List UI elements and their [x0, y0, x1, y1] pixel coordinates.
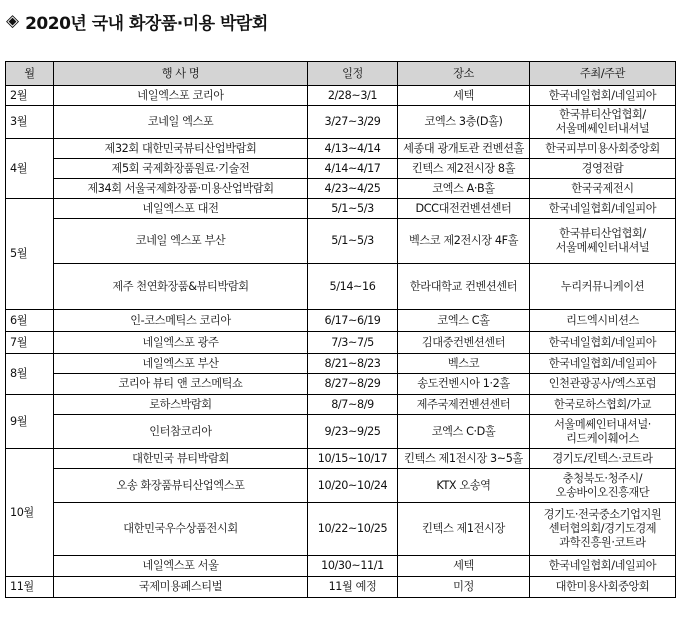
host-line: 한국네일협회/네일피아	[548, 201, 657, 215]
venue-cell: 한라대학교 컨벤션센터	[398, 264, 530, 310]
date-cell: 10/22~10/25	[308, 503, 398, 556]
venue-cell: 코엑스 A·B홀	[398, 179, 530, 199]
host-cell	[530, 469, 676, 503]
host-line: 서울메쎄인터내셔널	[555, 241, 650, 254]
host-line: 한국국제전시	[571, 181, 634, 195]
host-line: 경기도/킨텍스·코트라	[552, 451, 653, 465]
table-row	[6, 264, 676, 310]
event-name-cell: 네일엑스포 서울	[54, 556, 308, 577]
venue-cell: 미정	[398, 577, 530, 598]
date-cell: 10/15~10/17	[308, 449, 398, 469]
table-row	[6, 556, 676, 577]
host-line: 한국로하스협회/가교	[553, 397, 652, 411]
host-line: 한국피부미용사회중앙회	[545, 141, 660, 155]
event-name-cell: 인터참코리아	[54, 415, 308, 449]
month-cell: 3월	[6, 106, 54, 139]
venue-cell: 코엑스 C홀	[398, 310, 530, 332]
venue-cell: 코엑스 3층(D홀)	[398, 106, 530, 139]
host-line: 한국네일협회/네일피아	[548, 335, 657, 349]
date-cell: 10/30~11/1	[308, 556, 398, 577]
date-cell: 11월 예정	[308, 577, 398, 598]
host-line: 누리커뮤니케이션	[560, 279, 645, 293]
header-date: 일정	[308, 62, 398, 86]
host-line: 오송바이오진흥재단	[555, 485, 650, 499]
event-name-cell: 코리아 뷰티 앤 코스메틱쇼	[54, 374, 308, 395]
host-cell	[530, 577, 676, 598]
host-line: 리드케이훼어스	[566, 431, 639, 445]
month-cell: 2월	[6, 86, 54, 106]
venue-cell: 세텍	[398, 86, 530, 106]
venue-cell: KTX 오송역	[398, 469, 530, 503]
page-title	[6, 6, 268, 36]
table-row	[6, 139, 676, 159]
host-cell	[530, 354, 676, 374]
expo-schedule-table	[5, 61, 676, 598]
host-cell	[530, 374, 676, 395]
table-row	[6, 199, 676, 219]
date-cell: 3/27~3/29	[308, 106, 398, 139]
date-cell: 8/21~8/23	[308, 354, 398, 374]
month-cell: 11월	[6, 577, 54, 598]
table-row	[6, 106, 676, 139]
venue-cell: 송도컨벤시아 1·2홀	[398, 374, 530, 395]
host-line: 대한미용사회중앙회	[555, 580, 650, 593]
date-cell: 2/28~3/1	[308, 86, 398, 106]
date-cell: 10/20~10/24	[308, 469, 398, 503]
month-cell: 10월	[6, 449, 54, 577]
host-cell	[530, 139, 676, 159]
event-name-cell: 대한민국 뷰티박람회	[54, 449, 308, 469]
host-cell	[530, 449, 676, 469]
venue-cell: 세종대 광개토관 컨벤션홀	[398, 139, 530, 159]
table-row	[6, 449, 676, 469]
host-cell	[530, 199, 676, 219]
event-name-cell: 네일엑스포 광주	[54, 332, 308, 354]
table-row	[6, 332, 676, 354]
host-line: 한국뷰티산업협회/	[559, 108, 646, 121]
date-cell: 8/7~8/9	[308, 395, 398, 415]
host-line: 서울메쎄인터내셔널·	[554, 417, 651, 431]
host-cell	[530, 415, 676, 449]
host-line: 한국뷰티산업협회/	[559, 227, 646, 240]
table-row	[6, 374, 676, 395]
month-cell: 7월	[6, 332, 54, 354]
table-row	[6, 577, 676, 598]
host-line: 한국네일협회/네일피아	[548, 356, 657, 370]
table-row	[6, 86, 676, 106]
venue-cell: 킨텍스 제1전시장 3~5홀	[398, 449, 530, 469]
event-name-cell: 로하스박람회	[54, 395, 308, 415]
date-cell: 4/13~4/14	[308, 139, 398, 159]
table-row	[6, 415, 676, 449]
host-line: 리드엑시비션스	[566, 313, 639, 327]
event-name-cell: 네일엑스포 코리아	[54, 86, 308, 106]
date-cell: 5/14~16	[308, 264, 398, 310]
event-name-cell: 코네일 엑스포 부산	[54, 219, 308, 264]
host-cell	[530, 86, 676, 106]
event-name-cell: 제32회 대한민국뷰티산업박람회	[54, 139, 308, 159]
table-body	[6, 86, 676, 598]
event-name-cell: 대한민국우수상품전시회	[54, 503, 308, 556]
event-name-cell: 인-코스메틱스 코리아	[54, 310, 308, 332]
venue-cell: 세텍	[398, 556, 530, 577]
venue-cell: 킨텍스 제2전시장 8홀	[398, 159, 530, 179]
host-line: 경기도·전국중소기업지원	[543, 508, 662, 521]
date-cell: 7/3~7/5	[308, 332, 398, 354]
host-cell	[530, 179, 676, 199]
host-cell	[530, 395, 676, 415]
table-row	[6, 395, 676, 415]
header-month: 월	[6, 62, 54, 86]
table-row	[6, 310, 676, 332]
date-cell: 6/17~6/19	[308, 310, 398, 332]
table-row	[6, 179, 676, 199]
host-cell	[530, 219, 676, 264]
venue-cell: DCC대전컨벤션센터	[398, 199, 530, 219]
table-row	[6, 503, 676, 556]
table-header-row	[6, 62, 676, 86]
event-name-cell: 오송 화장품뷰티산업엑스포	[54, 469, 308, 503]
event-name-cell: 제5회 국제화장품원료·기술전	[54, 159, 308, 179]
header-venue: 장소	[398, 62, 530, 86]
page-title-text: 2020년 국내 화장품·미용 박람회	[25, 13, 268, 34]
month-cell: 6월	[6, 310, 54, 332]
host-line: 경영전람	[581, 161, 624, 175]
table-row	[6, 354, 676, 374]
venue-cell: 김대중컨벤션센터	[398, 332, 530, 354]
venue-cell: 킨텍스 제1전시장	[398, 503, 530, 556]
host-line: 인천관광공사/엑스포럼	[548, 377, 657, 390]
host-cell	[530, 310, 676, 332]
event-name-cell: 코네일 엑스포	[54, 106, 308, 139]
venue-cell: 벡스코 제2전시장 4F홀	[398, 219, 530, 264]
host-line: 센터협의회/경기도경제	[548, 522, 657, 535]
month-cell: 4월	[6, 139, 54, 199]
host-line: 충청북도·청주시/	[562, 471, 643, 485]
date-cell: 8/27~8/29	[308, 374, 398, 395]
date-cell: 5/1~5/3	[308, 199, 398, 219]
diamond-bullet-icon: ◈	[6, 11, 20, 31]
host-cell	[530, 264, 676, 310]
event-name-cell: 제주 천연화장품&뷰티박람회	[54, 264, 308, 310]
month-cell: 9월	[6, 395, 54, 449]
header-event-name: 행 사 명	[54, 62, 308, 86]
month-cell: 5월	[6, 199, 54, 310]
event-name-cell: 제34회 서울국제화장품·미용산업박람회	[54, 179, 308, 199]
host-line: 한국네일협회/네일피아	[548, 559, 657, 572]
month-cell: 8월	[6, 354, 54, 395]
header-host: 주최/주관	[530, 62, 676, 86]
venue-cell: 코엑스 C·D홀	[398, 415, 530, 449]
host-cell	[530, 106, 676, 139]
date-cell: 4/14~4/17	[308, 159, 398, 179]
host-cell	[530, 159, 676, 179]
host-line: 서울메쎄인터내셔널	[555, 122, 650, 135]
event-name-cell: 네일엑스포 대전	[54, 199, 308, 219]
table-row	[6, 159, 676, 179]
table-row	[6, 219, 676, 264]
date-cell: 5/1~5/3	[308, 219, 398, 264]
host-line: 과학진흥원·코트라	[559, 536, 646, 549]
date-cell: 9/23~9/25	[308, 415, 398, 449]
venue-cell: 벡스코	[398, 354, 530, 374]
host-cell	[530, 332, 676, 354]
host-line: 한국네일협회/네일피아	[548, 88, 657, 102]
venue-cell: 제주국제컨벤션센터	[398, 395, 530, 415]
event-name-cell: 네일엑스포 부산	[54, 354, 308, 374]
host-cell	[530, 556, 676, 577]
event-name-cell: 국제미용페스티벌	[54, 577, 308, 598]
date-cell: 4/23~4/25	[308, 179, 398, 199]
host-cell	[530, 503, 676, 556]
table-row	[6, 469, 676, 503]
